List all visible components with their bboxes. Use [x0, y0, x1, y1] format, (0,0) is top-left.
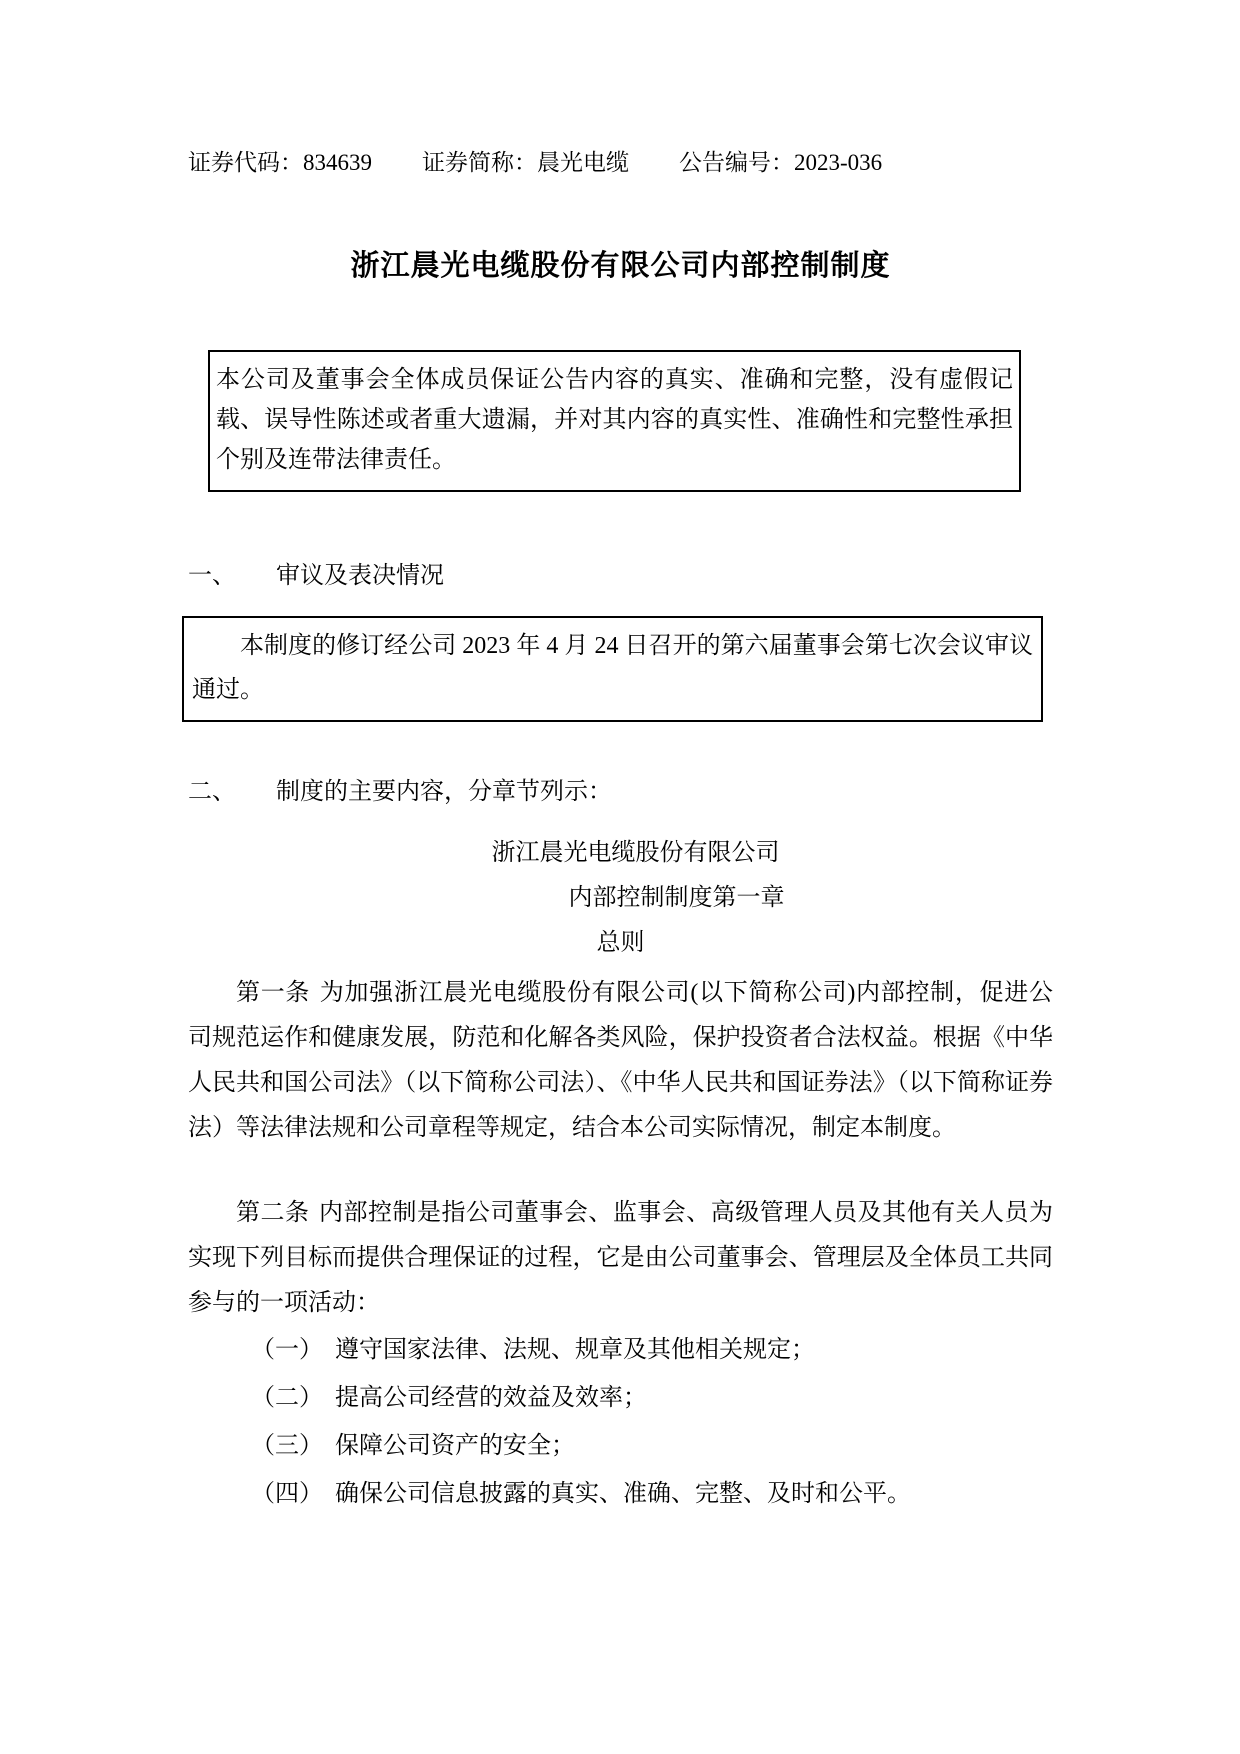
article-2-label: 第二条: [236, 1200, 310, 1226]
section-title: 审议及表决情况: [276, 563, 444, 589]
document-content: [188, 0, 1053, 1518]
stock-code-value: 834639: [303, 150, 372, 175]
goal-item-2-number: （二）: [251, 1385, 323, 1411]
goal-item-4: [188, 1470, 1053, 1518]
section-number: 一、: [188, 563, 236, 589]
announcement-no-segment: [679, 150, 882, 175]
goal-item-3: [188, 1422, 1053, 1470]
goal-item-4-text: 确保公司信息披露的真实、准确、完整、及时和公平。: [335, 1481, 911, 1507]
section-heading-content: [188, 776, 1053, 808]
stock-name-value: 晨光电缆: [537, 150, 629, 175]
stock-name-label: 证券简称：: [422, 150, 537, 175]
section-number: 二、: [188, 779, 236, 805]
goal-item-4-number: （四）: [251, 1481, 323, 1507]
article-2-text: 内部控制是指公司董事会、监事会、高级管理人员及其他有关人员为实现下列目标而提供合理保证的过程，它是由公司董事会、管理层及全体员工共同参与的一项活动：: [188, 1200, 1054, 1316]
announcement-no-value: 2023-036: [794, 150, 883, 175]
approval-text: 本制度的修订经公司 2023 年 4 月 24 日召开的第六届董事会第七次会议审议通过。: [192, 633, 1033, 703]
disclaimer-text: 本公司及董事会全体成员保证公告内容的真实、准确和完整，没有虚假记载、误导性陈述或者重大遗漏，并对其内容的真实性、准确性和完整性承担个别及连带法律责任。: [216, 367, 1013, 473]
section-heading-review: [188, 560, 1053, 592]
goal-list: [188, 1326, 1053, 1518]
stock-name-segment: [422, 150, 629, 175]
article-1: [188, 971, 1053, 1151]
approval-box: [182, 616, 1043, 722]
announcement-no-label: 公告编号：: [679, 150, 794, 175]
goal-item-1: [188, 1326, 1053, 1374]
stock-code-label: 证券代码：: [188, 150, 303, 175]
subtitle-company-name: 浙江晨光电缆股份有限公司: [491, 840, 780, 866]
document-header: [188, 148, 1053, 178]
article-1-label: 第一条: [236, 980, 311, 1006]
page-title: 浙江晨光电缆股份有限公司内部控制制度: [350, 250, 891, 282]
article-1-text: 为加强浙江晨光电缆股份有限公司(以下简称公司)内部控制，促进公司规范运作和健康发展，防范和化解各类风险，保护投资者合法权益。根据《中华人民共和国公司法》（以下简称公司法）、《中华人民共和国证券法》（以下简称证券法）等法律法规和公司章程等规定，结合本公司实际情况，制定本制度。: [188, 980, 1054, 1141]
goal-item-3-number: （三）: [251, 1433, 323, 1459]
article-2: [188, 1191, 1053, 1326]
goal-item-2-text: 提高公司经营的效益及效率；: [335, 1385, 647, 1411]
goal-item-3-text: 保障公司资产的安全；: [335, 1433, 575, 1459]
subtitle-general-provisions: 总则: [596, 930, 645, 956]
subtitle-chapter: 内部控制制度第一章: [568, 885, 785, 911]
stock-code-segment: [188, 150, 372, 175]
goal-item-2: [188, 1374, 1053, 1422]
goal-item-1-number: （一）: [251, 1337, 323, 1363]
disclaimer-box: [208, 350, 1021, 492]
section-title: 制度的主要内容，分章节列示：: [276, 779, 612, 805]
goal-item-1-text: 遵守国家法律、法规、规章及其他相关规定；: [335, 1337, 815, 1363]
